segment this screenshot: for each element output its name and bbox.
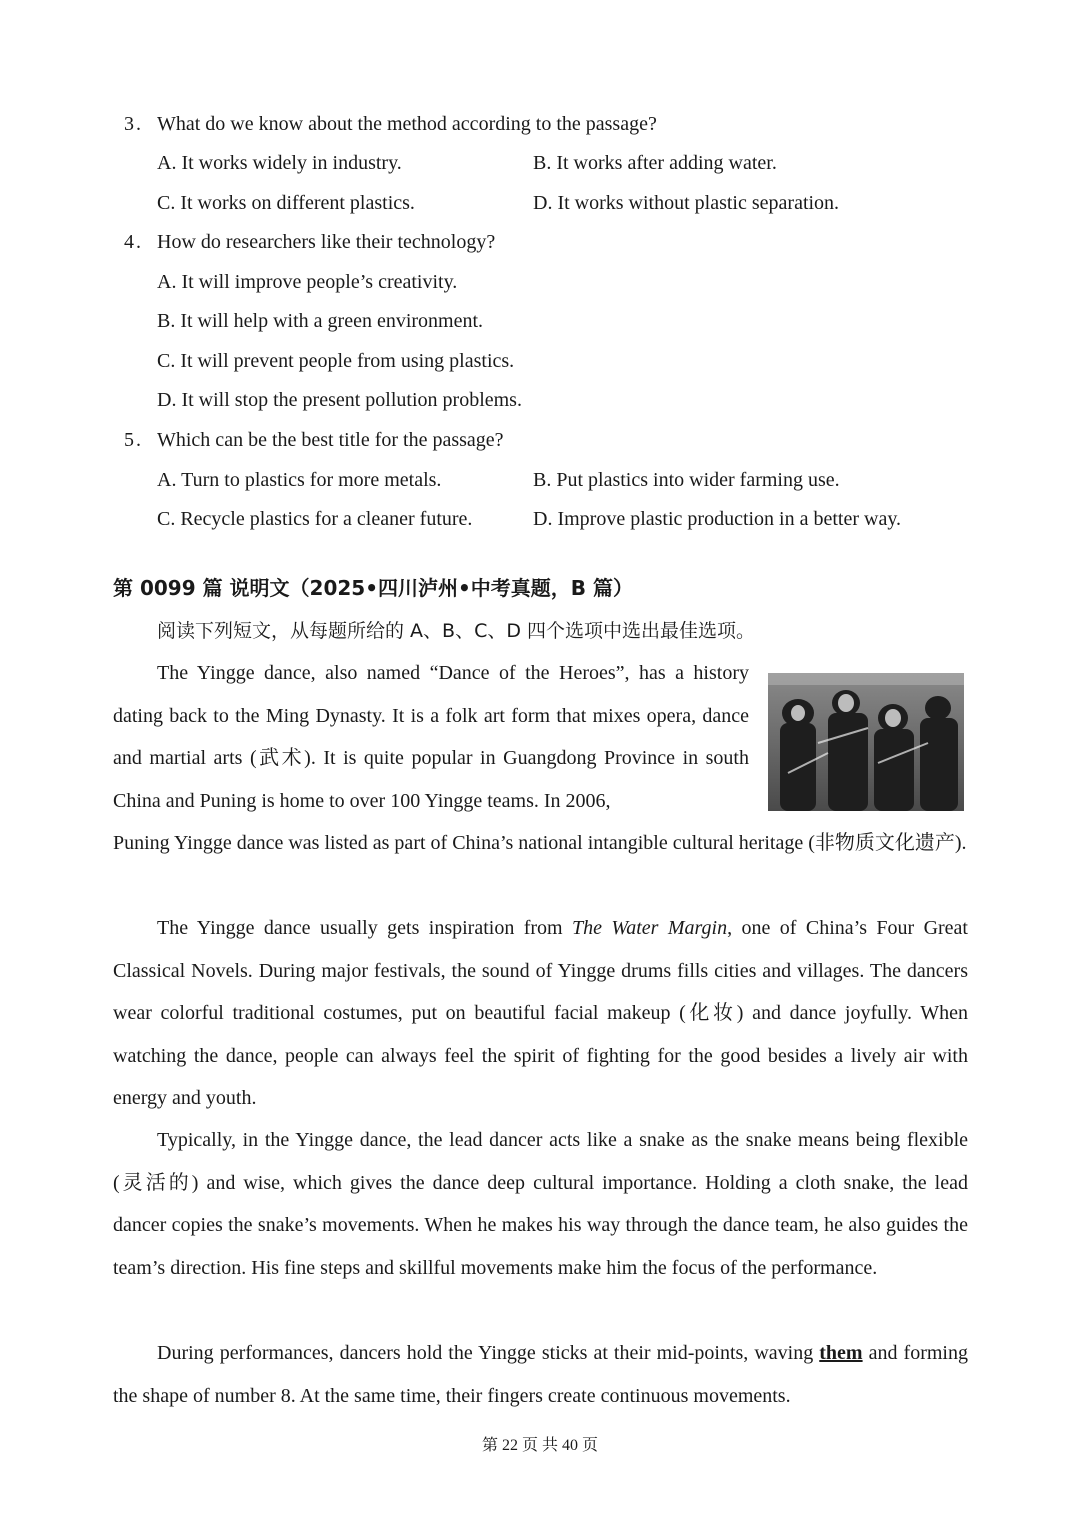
question-dot: .	[136, 113, 141, 135]
paragraph-text: The Yingge dance, also named “Dance of the Heroes”, has a history dating back to the Ming Dynasty. It is a folk art form that mixes opera, dance and martial arts (武术). It is quite popular in Guangdong Province in south China and Puning is home to over 100 Yingge teams. In 2006,	[113, 662, 749, 812]
paragraph-text: , one of China’s Four Great Classical Novels. During major festivals, the sound of Yingge drums fills cities and villages. The dancers wear colorful traditional costumes, put on beautiful facial makeup (化妆) and dance joyfully. When watching the dance, people can always feel the spirit of fighting for the good besides a lively air with energy and youth.	[113, 917, 968, 1109]
passage-paragraph-3	[113, 1119, 968, 1289]
section-instruction: 阅读下列短文，从每题所给的 A、B、C、D 四个选项中选出最佳选项。	[157, 620, 756, 642]
option-c: C. It works on different plastics.	[157, 192, 415, 214]
paragraph-text: Puning Yingge dance was listed as part of China’s national intangible cultural heritage (非物质文化遗产).	[113, 832, 967, 854]
question-number: 4	[124, 231, 134, 253]
option-a: A. It will improve people’s creativity.	[157, 271, 458, 293]
question-number: 3	[124, 113, 134, 135]
paragraph-text: and forming the shape of number 8. At the same time, their fingers create continuous movements.	[113, 1342, 968, 1407]
question-stem: How do researchers like their technology?	[157, 231, 496, 253]
passage-paragraph-1-bottom	[113, 822, 968, 865]
option-b: B. It works after adding water.	[533, 152, 777, 174]
question-dot: .	[136, 429, 141, 451]
underlined-word: them	[819, 1342, 863, 1364]
passage-paragraph-2	[113, 907, 968, 1120]
paragraph-text: During performances, dancers hold the Yingge sticks at their mid-points, waving	[157, 1342, 820, 1364]
yingge-dance-photo	[768, 673, 964, 811]
option-c: C. Recycle plastics for a cleaner future.	[157, 508, 473, 530]
option-b: B. Put plastics into wider farming use.	[533, 469, 840, 491]
question-stem: Which can be the best title for the passage?	[157, 429, 504, 451]
option-d: D. It will stop the present pollution problems.	[157, 389, 522, 411]
question-dot: .	[136, 231, 141, 253]
paragraph-text: The Yingge dance usually gets inspiration from	[157, 917, 572, 939]
option-d: D. It works without plastic separation.	[533, 192, 840, 214]
passage-paragraph-4	[113, 1332, 968, 1417]
question-stem: What do we know about the method according to the passage?	[157, 113, 657, 135]
paragraph-text: Typically, in the Yingge dance, the lead dancer acts like a snake as the snake means being flexible (灵活的) and wise, which gives the dance deep cultural importance. Holding a cloth snake, the lead dancer copies the snake’s movements. When he makes his way through the dance team, he also guides the team’s direction. His fine steps and skillful movements make him the focus of the performance.	[113, 1129, 968, 1279]
section-heading: 第 0099 篇 说明文（2025•四川泸州•中考真题，B 篇）	[113, 576, 633, 600]
page-footer: 第 22 页 共 40 页	[481, 1437, 598, 1454]
novel-title: The Water Margin	[572, 917, 728, 939]
option-b: B. It will help with a green environment.	[157, 310, 484, 332]
passage-paragraph-1-top	[113, 652, 749, 822]
option-c: C. It will prevent people from using plastics.	[157, 350, 515, 372]
option-a: A. Turn to plastics for more metals.	[157, 469, 442, 491]
option-d: D. Improve plastic production in a better way.	[533, 508, 902, 530]
question-number: 5	[124, 429, 134, 451]
option-a: A. It works widely in industry.	[157, 152, 402, 174]
